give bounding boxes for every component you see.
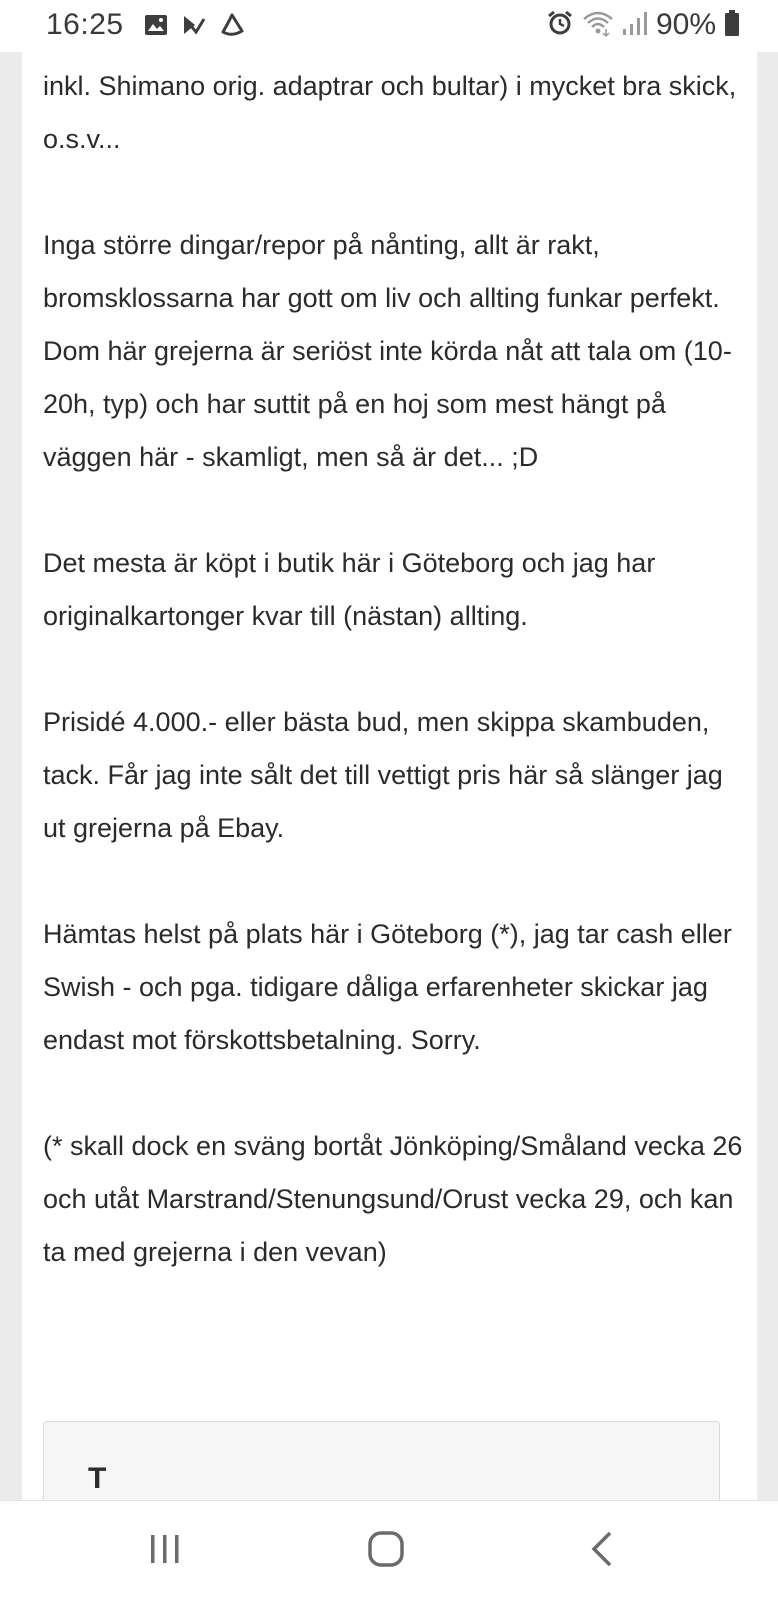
status-bar [0,0,778,52]
navigation-bar [0,1500,778,1600]
post-body-text: inkl. Shimano orig. adaptrar och bultar) i mycket bra skick, o.s.v... Inga större dingar/repor på nånting, allt är rakt, bromsklossarna har gott om liv och allting funkar perfekt. Dom här grejerna är seriöst inte körda nåt att tala om (10-20h, typ) och har suttit på en hoj som mest hängt på väggen här - skamligt, men så är det... ;D Det mesta är köpt i butik här i Göteborg och jag har originalkartonger kvar till (nästan) allting. Prisidé 4.000.- eller bästa bud, men skippa skambuden, tack. Får jag inte sålt det till vettigt pris här så slänger jag ut grejerna på Ebay. Hämtas helst på plats här i Göteborg (*), jag tar cash eller Swish - och pga. tidigare dåliga erfarenheter skickar jag endast mot förskottsbetalning. Sorry. (* skall dock en sväng bortåt Jönköping/Småland vecka 26 och utåt Marstrand/Stenungsund/Orust vecka 29, och kan ta med grejerna i den vevan) [43,71,743,1267]
post-content-card [22,52,757,1500]
checklist-icon [182,14,206,41]
status-time: 16:25 [46,8,124,41]
info-box [43,1421,720,1500]
battery-icon [724,9,740,42]
status-right [546,8,740,42]
back-icon [588,1530,618,1573]
recent-apps-icon [148,1532,182,1571]
alarm-icon [546,9,574,42]
image-icon [144,14,168,41]
home-button[interactable] [361,1529,411,1573]
recent-apps-button[interactable] [140,1529,190,1573]
battery-percent: 90% [655,8,716,41]
notification-icons [144,13,244,42]
app-icon [220,13,244,42]
wifi-icon [582,9,614,42]
signal-icon [622,9,648,42]
back-button[interactable] [578,1529,628,1573]
home-icon [367,1530,405,1573]
info-box-title: T [88,1462,107,1495]
